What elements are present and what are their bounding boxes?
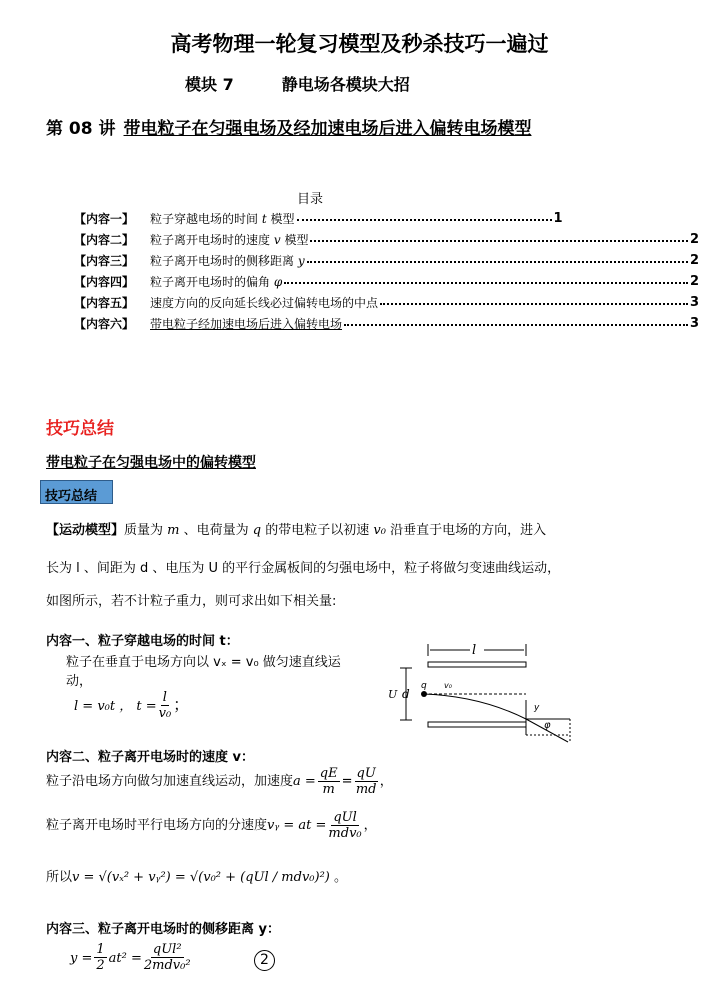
toc-page: 3 (690, 316, 700, 331)
toc-leader (380, 297, 688, 305)
section-badge: 技巧总结 (40, 480, 113, 504)
diagram-label-y: y (534, 703, 540, 713)
intro-line-1: 【运动模型】质量为 m 、电荷量为 q 的带电粒子以初速 v₀ 沿垂直于电场的方向，进入 (46, 523, 547, 538)
toc-item-key: 【内容三】 (74, 254, 135, 268)
toc-leader (310, 234, 688, 242)
toc-item-text: 速度方向的反向延长线必过偏转电场的中点 (150, 296, 379, 310)
content2-v: 所以v = √(vₓ² + vᵧ²) = √(v₀² + (qUl / mdv₀)²) 。 (46, 870, 348, 885)
toc-item-text: 粒子离开电场时的侧移距离 y (150, 254, 305, 268)
toc-leader (344, 318, 688, 326)
toc-item[interactable] (74, 250, 698, 271)
content1-heading: 内容一、粒子穿越电场的时间 t： (46, 634, 239, 649)
section-subheading: 带电粒子在匀强电场中的偏转模型 (46, 455, 256, 471)
toc-item-key: 【内容四】 (74, 275, 135, 289)
diagram-label-d: d (402, 687, 410, 701)
content3-equation: y = $\frac{1}{2}$ at² = $\frac{\text{qUl²}}{\text{2mdv₀²}}$ (70, 942, 191, 973)
diagram-label-v0: v₀ (444, 681, 452, 690)
toc-item[interactable] (74, 229, 698, 250)
intro-line-3: 如图所示，若不计粒子重力，则可求出如下相关量: (46, 594, 337, 609)
toc-item-key: 【内容五】 (74, 296, 135, 310)
section-heading: 技巧总结 (46, 419, 114, 439)
toc-page: 2 (690, 253, 700, 268)
diagram-label-phi: φ (544, 720, 551, 731)
toc-title: 目录 (296, 192, 323, 207)
intro-line-2: 长为 l 、间距为 d 、电压为 U 的平行金属板间的匀强电场中，粒子将做匀变速曲线运动， (46, 561, 561, 576)
content1-text: 粒子在垂直于电场方向以 vₓ = v₀ 做匀速直线运动， (66, 655, 341, 689)
diagram-label-l: l (472, 643, 477, 658)
toc-item-key: 【内容二】 (74, 233, 135, 247)
content2-heading: 内容二、粒子离开电场时的速度 v： (46, 750, 255, 765)
toc-item-key: 【内容六】 (74, 317, 135, 331)
lecture-name: 带电粒子在匀强电场及经加速电场后进入偏转电场模型 (123, 119, 532, 139)
content3-heading: 内容三、粒子离开电场时的侧移距离 y： (46, 922, 281, 937)
document-title: 高考物理一轮复习模型及秒杀技巧一遍过 (170, 32, 549, 56)
equation-number: 2 (254, 950, 275, 971)
diagram-label-U: U (388, 688, 398, 701)
deflection-diagram (380, 638, 580, 748)
toc-item[interactable] (74, 208, 698, 229)
toc-leader (284, 276, 688, 284)
toc-item-text: 粒子离开电场时的偏角 φ (150, 275, 283, 289)
toc-item[interactable] (74, 292, 698, 313)
module-heading (185, 72, 410, 95)
lecture-heading (46, 114, 532, 139)
toc-item-text: 带电粒子经加速电场后进入偏转电场 (150, 317, 343, 331)
module-label: 模块 7 (185, 75, 234, 94)
module-name: 静电场各模块大招 (281, 75, 410, 94)
lecture-number: 第 08 讲 (46, 119, 116, 139)
content1-equation: l = v₀t ， t = $\frac{l}{\text{v₀}}$ ； (74, 690, 190, 721)
toc-page: 3 (690, 295, 700, 310)
content2-vy: 粒子离开电场时平行电场方向的分速度vᵧ = at = $\frac{\text{qUl}}{\text{mdv₀}}$ ， (46, 810, 377, 841)
diagram-label-q: q (421, 681, 427, 691)
toc-page: 2 (690, 274, 700, 289)
toc-item[interactable] (74, 313, 698, 334)
toc-item-key: 【内容一】 (74, 212, 135, 226)
toc-leader (307, 255, 688, 263)
toc-item[interactable] (74, 271, 698, 292)
toc-page: 1 (553, 211, 563, 226)
toc-page: 2 (690, 232, 700, 247)
toc-leader (297, 213, 552, 221)
table-of-contents (74, 208, 698, 334)
toc-item-text: 粒子穿越电场的时间 t 模型 (150, 212, 295, 226)
content2-accel: 粒子沿电场方向做匀加速直线运动，加速度a = $\frac{qE}{m}$ = $\frac{qU}{md}$ ， (46, 766, 393, 797)
toc-item-text: 粒子离开电场时的速度 v 模型 (150, 233, 309, 247)
